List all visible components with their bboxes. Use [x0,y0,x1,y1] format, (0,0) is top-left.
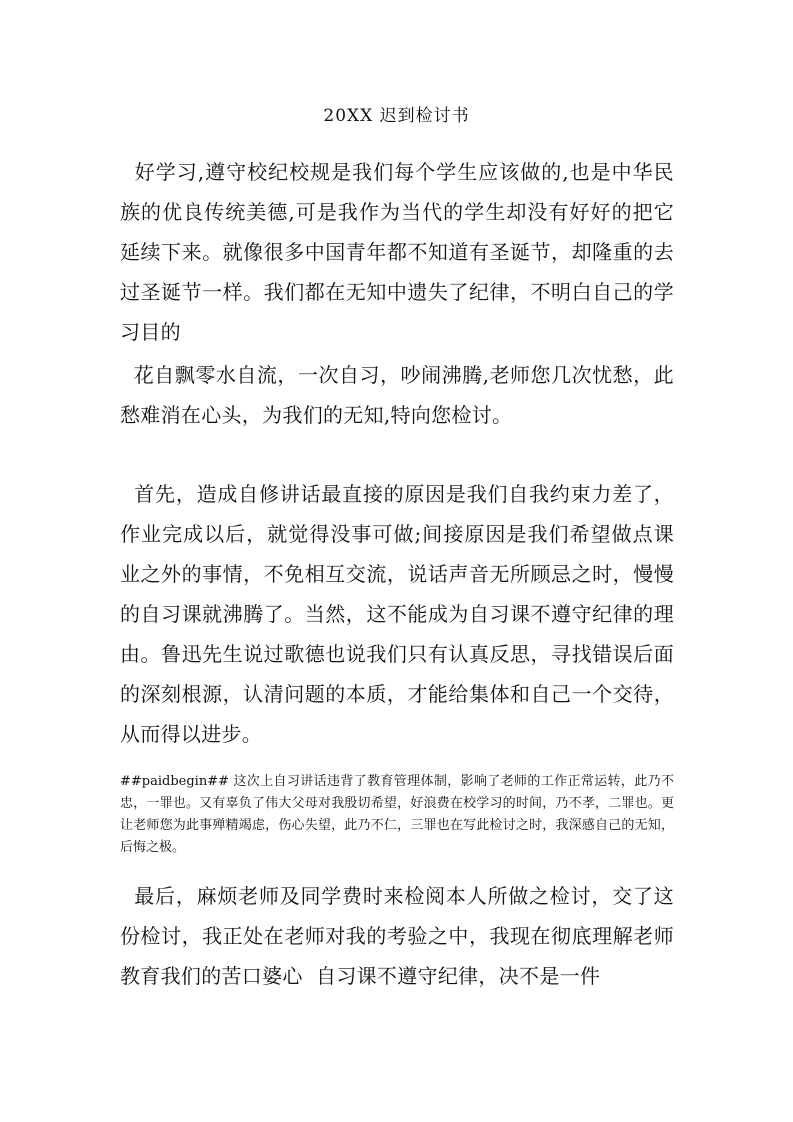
paragraph-conclusion: 最后，麻烦老师及同学费时来检阅本人所做之检讨，交了这份检讨，我正处在老师对我的考验之中，我现在彻底理解老师教育我们的苦口婆心 自习课不遵守纪律，决不是一件 [120,884,674,988]
paragraph-paid-section: ##paidbegin## 这次上自习讲话违背了教育管理体制，影响了老师的工作正常运转，此乃不忠，一罪也。又有辜负了伟大父母对我殷切希望，好浪费在校学习的时间，乃不孝，二罪也。更让老师您为此事殚精竭虑，伤心失望，此乃不仁，三罪也在写此检讨之时，我深感自己的无知，后悔之极。 [120,774,674,855]
paragraph-reasons: 首先，造成自修讲话最直接的原因是我们自我约束力差了，作业完成以后，就觉得没事可做;间接原因是我们希望做点课业之外的事情，不免相互交流，说话声音无所顾忌之时，慢慢的自习课就沸腾了。当然，这不能成为自习课不遵守纪律的理由。鲁迅先生说过歌德也说我们只有认真反思，寻找错误后面的深刻根源，认清问题的本质，才能给集体和自己一个交待，从而得以进步。 [120,482,674,746]
document-title: 20XX 迟到检讨书 [323,106,470,126]
paragraph-intro: 好学习,遵守校纪校规是我们每个学生应该做的,也是中华民族的优良传统美德,可是我作为当代的学生却没有好好的把它延续下来。就像很多中国青年都不知道有圣诞节，却隆重的去过圣诞节一样。我们都在无知中遗失了纪律，不明白自己的学习目的 [120,160,674,344]
paragraph-poem: 花自飘零水自流，一次自习，吵闹沸腾,老师您几次忧愁，此愁难消在心头，为我们的无知,特向您检讨。 [120,363,674,427]
